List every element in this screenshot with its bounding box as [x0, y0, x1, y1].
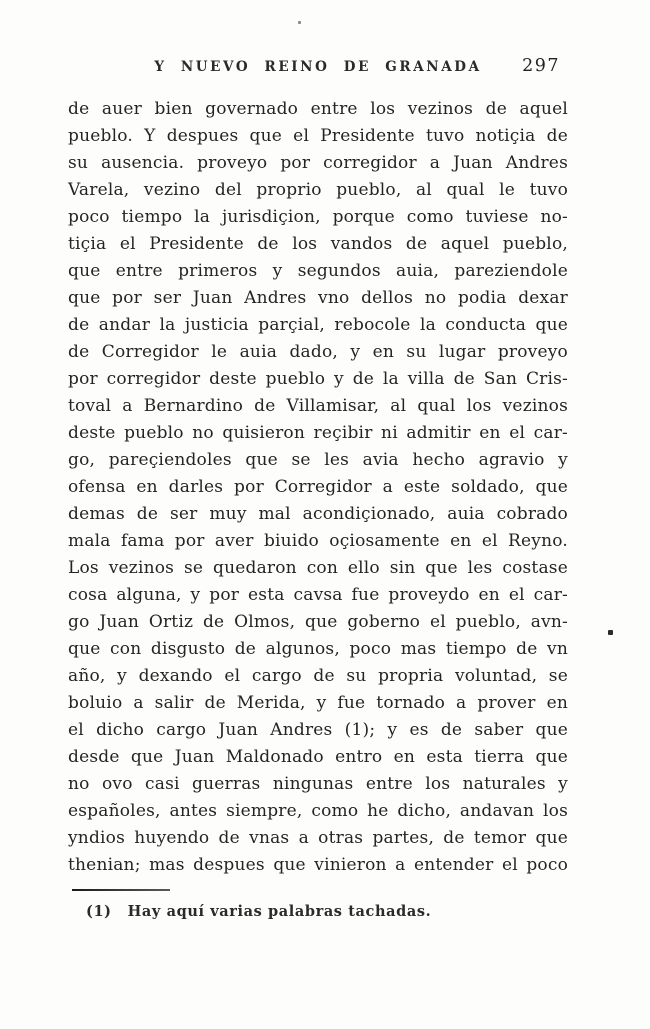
scan-speck-right	[608, 630, 613, 635]
body-text	[68, 96, 568, 879]
text-line: demas de ser muy mal acondiçionado, auia cobrado	[68, 504, 568, 524]
text-line: go, pareçiendoles que se les avia hecho agravio y	[68, 450, 568, 470]
text-line: Varela, vezino del proprio pueblo, al qual le tuvo	[68, 180, 568, 200]
text-line: cosa alguna, y por esta cavsa fue proveydo en el car-	[68, 585, 568, 605]
text-line: Los vezinos se quedaron con ello sin que les costase	[68, 558, 568, 578]
text-line: toval a Bernardino de Villamisar, al qual los vezinos	[68, 396, 568, 416]
text-line: de andar la justicia parçial, rebocole la conducta que	[68, 315, 568, 335]
footnote-marker: (1)	[86, 903, 112, 920]
text-line: thenian; mas despues que vinieron a entender el poco	[68, 855, 568, 875]
text-line: pueblo. Y despues que el Presidente tuvo notiçia de	[68, 126, 568, 146]
running-title: Y NUEVO REINO DE GRANADA	[154, 59, 482, 75]
text-line: el dicho cargo Juan Andres (1); y es de saber que	[68, 720, 568, 740]
footnote	[86, 903, 431, 920]
text-line: mala fama por aver biuido oçiosamente en el Reyno.	[68, 531, 568, 551]
footnote-text: Hay aquí varias palabras tachadas.	[127, 903, 432, 920]
text-line: de auer bien governado entre los vezinos de aquel	[68, 99, 568, 119]
page-number: 297	[522, 56, 560, 76]
text-line: que entre primeros y segundos auia, pareziendole	[68, 261, 568, 281]
text-line: españoles, antes siempre, como he dicho, andavan los	[68, 801, 568, 821]
text-line: por corregidor deste pueblo y de la villa de San Cris-	[68, 369, 568, 389]
text-line: yndios huyendo de vnas a otras partes, de temor que	[68, 828, 568, 848]
text-line: ofensa en darles por Corregidor a este soldado, que	[68, 477, 568, 497]
page-header	[68, 56, 568, 81]
footnote-rule	[72, 889, 170, 891]
text-line: go Juan Ortiz de Olmos, que goberno el pueblo, avn-	[68, 612, 568, 632]
text-line: año, y dexando el cargo de su propria voluntad, se	[68, 666, 568, 686]
text-line: desde que Juan Maldonado entro en esta tierra que	[68, 747, 568, 767]
text-line: que con disgusto de algunos, poco mas tiempo de vn	[68, 639, 568, 659]
text-line: de Corregidor le auia dado, y en su lugar proveyo	[68, 342, 568, 362]
text-line: no ovo casi guerras ningunas entre los naturales y	[68, 774, 568, 794]
text-line: boluio a salir de Merida, y fue tornado a prover en	[68, 693, 568, 713]
text-line: poco tiempo la jurisdiçion, porque como tuviese no-	[68, 207, 568, 227]
text-line: deste pueblo no quisieron reçibir ni admitir en el car-	[68, 423, 568, 443]
text-line: que por ser Juan Andres vno dellos no podia dexar	[68, 288, 568, 308]
text-line: tiçia el Presidente de los vandos de aquel pueblo,	[68, 234, 568, 254]
scan-speck-top	[298, 21, 301, 24]
text-line: su ausencia. proveyo por corregidor a Juan Andres	[68, 153, 568, 173]
